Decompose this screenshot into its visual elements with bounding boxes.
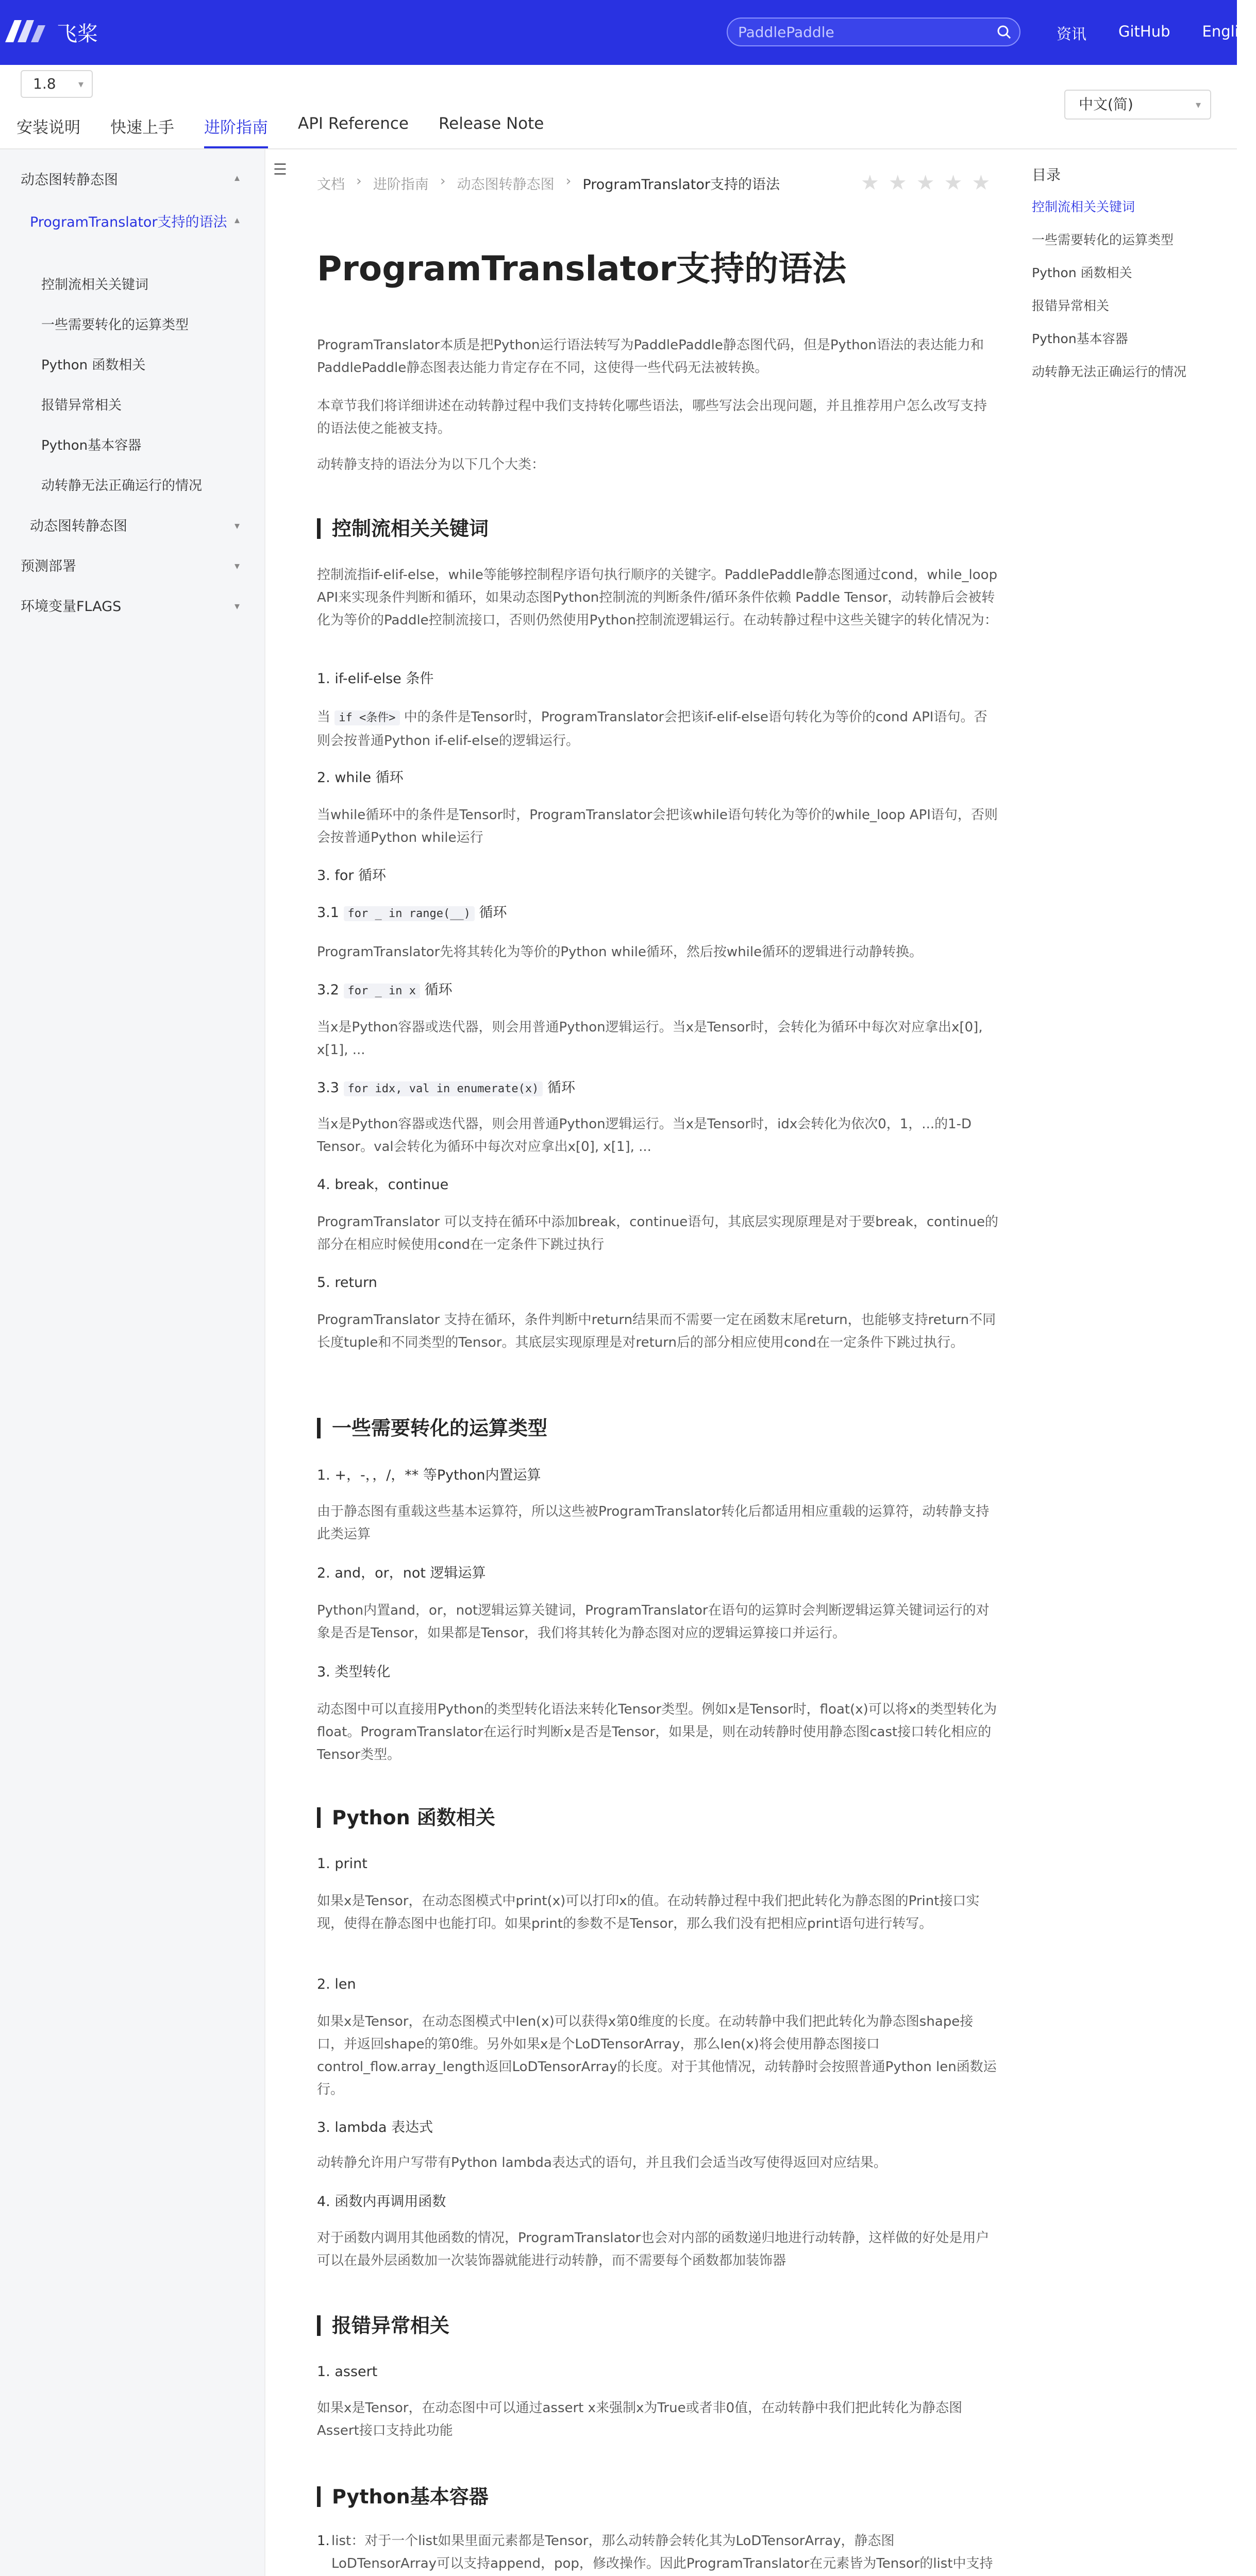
top-link-news[interactable]: 资讯 bbox=[1057, 25, 1087, 43]
tab-release-note[interactable]: Release Note bbox=[439, 114, 544, 133]
breadcrumb-advanced-guide[interactable]: 进阶指南 bbox=[373, 177, 429, 193]
paragraph bbox=[317, 706, 998, 752]
top-link-github[interactable]: GitHub bbox=[1118, 23, 1170, 40]
subheading bbox=[317, 903, 507, 924]
subheading: 1. +，-，，/，** 等Python内置运算 bbox=[317, 1467, 541, 1483]
rating-stars bbox=[861, 171, 990, 195]
top-links bbox=[1057, 23, 1256, 44]
subheading bbox=[317, 980, 453, 1002]
sidebar-item-python-containers[interactable]: Python基本容器 bbox=[41, 438, 142, 453]
tab-advanced-guide[interactable]: 进阶指南 bbox=[204, 114, 268, 148]
subheading: 4. 函数内再调用函数 bbox=[317, 2194, 446, 2210]
breadcrumb-separator: › bbox=[565, 173, 572, 189]
text: 循环 bbox=[474, 905, 507, 921]
toc-item-python-functions[interactable]: Python 函数相关 bbox=[1032, 265, 1132, 280]
section-heading-exceptions: 报错异常相关 bbox=[317, 2315, 449, 2336]
text: 循环 bbox=[543, 1080, 575, 1096]
inline-code: if <条件> bbox=[334, 710, 399, 725]
version-value: 1.8 bbox=[33, 75, 56, 92]
sidebar-item-program-translator-syntax[interactable]: ProgramTranslator支持的语法 bbox=[30, 214, 227, 230]
breadcrumb bbox=[317, 173, 780, 193]
paragraph: ProgramTranslator 可以支持在循环中添加break，continue语句，其底层实现原理是对于要break，continue的部分在相应时候使用cond在一定条件下跳过执行 bbox=[317, 1214, 998, 1252]
star-icon[interactable]: ★ bbox=[972, 171, 991, 195]
breadcrumb-dygraph-to-static[interactable]: 动态图转静态图 bbox=[457, 177, 555, 193]
section-heading-python-functions: Python 函数相关 bbox=[317, 1807, 495, 1828]
toc-item-operators[interactable]: 一些需要转化的运算类型 bbox=[1032, 232, 1174, 247]
list-item bbox=[317, 2530, 998, 2576]
list-number: 1. bbox=[317, 2533, 330, 2549]
paddle-logo[interactable] bbox=[0, 11, 103, 53]
section-heading-python-containers: Python基本容器 bbox=[317, 2486, 489, 2507]
paragraph: 当x是Python容器或迭代器，则会用普通Python逻辑运行。当x是Tensor时，idx会转化为依次0，1，...的1-D Tensor。val会转化为循环中每次对应拿出x[0], x[1], ... bbox=[317, 1116, 972, 1155]
sidebar-item-inference-deploy[interactable]: 预测部署 bbox=[21, 558, 76, 574]
doc-tabs bbox=[16, 114, 574, 148]
search-input[interactable] bbox=[738, 23, 985, 41]
subheading: 3. 类型转化 bbox=[317, 1664, 391, 1680]
chevron-down-icon: ▾ bbox=[78, 78, 83, 90]
paragraph: 控制流指if-elif-else，while等能够控制程序语句执行顺序的关键字。PaddlePaddle静态图通过cond，while_loop API来实现条件判断和循环，如果动态图Python控制流的判断条件/循环条件依赖 Paddle Tensor，动转静后会被转化为等价的Paddle控制流接口，否则仍然使用Python控制流逻辑运行。在动转静过程中这些关键字的转化情况为： bbox=[317, 567, 998, 628]
secondary-nav bbox=[0, 65, 1237, 149]
paragraph: Python内置and，or，not逻辑运算关键词，ProgramTranslator在语句的运算时会判断逻辑运算关键词运行的对象是否是Tensor，如果都是Tensor，我们将其转化为静态图对应的逻辑运算接口并运行。 bbox=[317, 1603, 990, 1641]
paragraph: 动转静允许用户写带有Python lambda表达式的语句，并且我们会适当改写使得返回对应结果。 bbox=[317, 2155, 887, 2171]
toc-item-unsupported-cases[interactable]: 动转静无法正确运行的情况 bbox=[1032, 364, 1187, 379]
subheading: 1. assert bbox=[317, 2364, 378, 2380]
text: 当 bbox=[317, 709, 335, 725]
paragraph: 动态图中可以直接用Python的类型转化语法来转化Tensor类型。例如x是Tensor时，float(x)可以将x的类型转化为float。ProgramTranslator在运行时判断x是否是Tensor，如果是，则在动转静时使用静态图cast接口转化相应的Tensor类型。 bbox=[317, 1702, 997, 1762]
subheading: 3. lambda 表达式 bbox=[317, 2120, 433, 2136]
chevron-down-icon[interactable]: ▾ bbox=[235, 519, 240, 532]
toc-item-exceptions[interactable]: 报错异常相关 bbox=[1032, 298, 1110, 313]
sidebar-item-dygraph-to-static[interactable]: 动态图转静态图 bbox=[21, 172, 118, 188]
language-value: 中文(简) bbox=[1079, 96, 1133, 113]
container-list bbox=[317, 2530, 998, 2576]
star-icon[interactable]: ★ bbox=[861, 171, 879, 195]
paragraph: 当while循环中的条件是Tensor时，ProgramTranslator会把该while语句转化为等价的while_loop API语句，否则会按普通Python while运行 bbox=[317, 807, 998, 845]
toc-item-python-containers[interactable]: Python基本容器 bbox=[1032, 331, 1128, 346]
text: 中的条件是Tensor时，ProgramTranslator会把该if-elif-else语句转化为等价的cond API语句。否则会按普通Python if-elif-else的逻辑运行。 bbox=[317, 709, 987, 749]
tab-api-reference[interactable]: API Reference bbox=[298, 114, 409, 133]
list-item-text: list：对于一个list如果里面元素都是Tensor，那么动转静会转化其为LoDTensorArray，静态图LoDTensorArray可以支持append，pop，修改操作。因此ProgramTranslator在元素皆为Tensor的list中支持 bbox=[331, 2533, 993, 2571]
toc-item-control-flow[interactable]: 控制流相关关键词 bbox=[1032, 199, 1135, 214]
text: 3.3 bbox=[317, 1080, 344, 1096]
sidebar-item-dygraph-to-static-sub[interactable]: 动态图转静态图 bbox=[30, 518, 127, 534]
chevron-up-icon[interactable]: ▾ bbox=[235, 173, 240, 185]
chevron-up-icon[interactable]: ▾ bbox=[235, 215, 240, 228]
subheading: 4. break，continue bbox=[317, 1177, 449, 1193]
subheading: 5. return bbox=[317, 1275, 377, 1291]
sidebar-item-exceptions[interactable]: 报错异常相关 bbox=[41, 398, 122, 413]
subheading: 2. len bbox=[317, 1976, 356, 1992]
paragraph: ProgramTranslator先将其转化为等价的Python while循环，然后按while循环的逻辑进行动静转换。 bbox=[317, 944, 923, 960]
sidebar-item-env-flags[interactable]: 环境变量FLAGS bbox=[21, 599, 122, 615]
paragraph: 当x是Python容器或迭代器，则会用普通Python逻辑运行。当x是Tensor时，会转化为循环中每次对应拿出x[0], x[1], ... bbox=[317, 1020, 983, 1058]
top-bar bbox=[0, 0, 1256, 65]
inline-code: for idx, val in enumerate(x) bbox=[344, 1081, 543, 1096]
tab-quickstart[interactable]: 快速上手 bbox=[110, 118, 174, 137]
breadcrumb-current: ProgramTranslator支持的语法 bbox=[582, 177, 780, 193]
paddle-logo-mark-icon bbox=[0, 14, 52, 50]
section-heading-control-flow: 控制流相关关键词 bbox=[317, 518, 489, 539]
sidebar-toggle-icon[interactable]: ☰ bbox=[273, 161, 287, 179]
tab-install[interactable]: 安装说明 bbox=[16, 118, 80, 137]
page-title: ProgramTranslator支持的语法 bbox=[317, 249, 847, 289]
text: 3.1 bbox=[317, 905, 344, 921]
subheading: 1. print bbox=[317, 1856, 367, 1872]
section-heading-operators: 一些需要转化的运算类型 bbox=[317, 1418, 547, 1438]
paragraph: 如果x是Tensor，在动态图模式中print(x)可以打印x的值。在动转静过程中我们把此转化为静态图的Print接口实现，使得在静态图中也能打印。如果print的参数不是Tensor，那么我们没有把相应print语句进行转写。 bbox=[317, 1893, 980, 1931]
breadcrumb-separator: › bbox=[440, 173, 446, 189]
subheading bbox=[317, 1078, 575, 1099]
inline-code: for _ in x bbox=[344, 984, 420, 998]
star-icon[interactable]: ★ bbox=[916, 171, 935, 195]
star-icon[interactable]: ★ bbox=[944, 171, 963, 195]
subheading: 1. if-elif-else 条件 bbox=[317, 671, 434, 687]
logo-text: 飞桨 bbox=[57, 22, 98, 46]
subheading: 2. and，or，not 逻辑运算 bbox=[317, 1565, 486, 1581]
inline-code: for _ in range(__) bbox=[344, 906, 475, 921]
language-select[interactable] bbox=[1064, 90, 1211, 120]
chevron-down-icon: ▾ bbox=[1195, 98, 1201, 111]
paragraph: 如果x是Tensor，在动态图模式中len(x)可以获得x第0维度的长度。在动转静中我们把此转化为静态图shape接口，并返回shape的第0维。另外如果x是个LoDTensorArray，那么len(x)将会使用静态图接口control_flow.array_length返回LoDTensorArray的长度。对于其他情况，动转静时会按照普通Python len函数运行。 bbox=[317, 2014, 997, 2097]
chevron-down-icon[interactable]: ▾ bbox=[235, 600, 240, 612]
paragraph: ProgramTranslator 支持在循环，条件判断中return结果而不需要一定在函数末尾return，也能够支持return不同长度tuple和不同类型的Tensor。其底层实现原理是对return后的部分相应使用cond在一定条件下跳过执行。 bbox=[317, 1312, 996, 1350]
paragraph: 对于函数内调用其他函数的情况，ProgramTranslator也会对内部的函数递归地进行动转静，这样做的好处是用户可以在最外层函数加一次装饰器就能进行动转静，而不需要每个函数都加装饰器 bbox=[317, 2230, 990, 2268]
sidebar-item-unsupported-cases[interactable]: 动转静无法正确运行的情况 bbox=[41, 478, 203, 494]
version-select[interactable] bbox=[21, 70, 93, 98]
breadcrumb-docs[interactable]: 文档 bbox=[317, 177, 345, 193]
toc-title: 目录 bbox=[1032, 166, 1061, 183]
intro-paragraph: 本章节我们将详细讲述在动转静过程中我们支持转化哪些语法，哪些写法会出现问题，并且推荐用户怎么改写支持的语法使之能被支持。 bbox=[317, 398, 987, 436]
subheading: 2. while 循环 bbox=[317, 770, 404, 786]
search-box[interactable] bbox=[727, 18, 1020, 46]
left-sidebar bbox=[0, 149, 265, 2576]
top-link-english[interactable]: English bbox=[1202, 23, 1256, 40]
breadcrumb-separator: › bbox=[356, 173, 362, 189]
text: 循环 bbox=[420, 982, 453, 998]
intro-paragraph: 动转静支持的语法分为以下几个大类： bbox=[317, 457, 545, 472]
chevron-down-icon[interactable]: ▾ bbox=[235, 560, 240, 572]
paragraph: 如果x是Tensor，在动态图中可以通过assert x来强制x为True或者非0值，在动转静中我们把此转化为静态图Assert接口支持此功能 bbox=[317, 2400, 963, 2438]
star-icon[interactable]: ★ bbox=[888, 171, 907, 195]
sidebar-item-control-flow[interactable]: 控制流相关关键词 bbox=[41, 277, 149, 293]
paragraph: 由于静态图有重载这些基本运算符，所以这些被ProgramTranslator转化后都适用相应重载的运算符，动转静支持此类运算 bbox=[317, 1504, 990, 1542]
subheading: 3. for 循环 bbox=[317, 868, 387, 884]
search-icon[interactable] bbox=[997, 25, 1011, 39]
intro-paragraph: ProgramTranslator本质是把Python运行语法转写为PaddlePaddle静态图代码，但是Python语法的表达能力和PaddlePaddle静态图表达能力肯定存在不同，这使得一些代码无法被转换。 bbox=[317, 337, 984, 376]
sidebar-item-python-functions[interactable]: Python 函数相关 bbox=[41, 358, 146, 373]
sidebar-item-operators[interactable]: 一些需要转化的运算类型 bbox=[41, 317, 189, 333]
text: 3.2 bbox=[317, 982, 344, 998]
